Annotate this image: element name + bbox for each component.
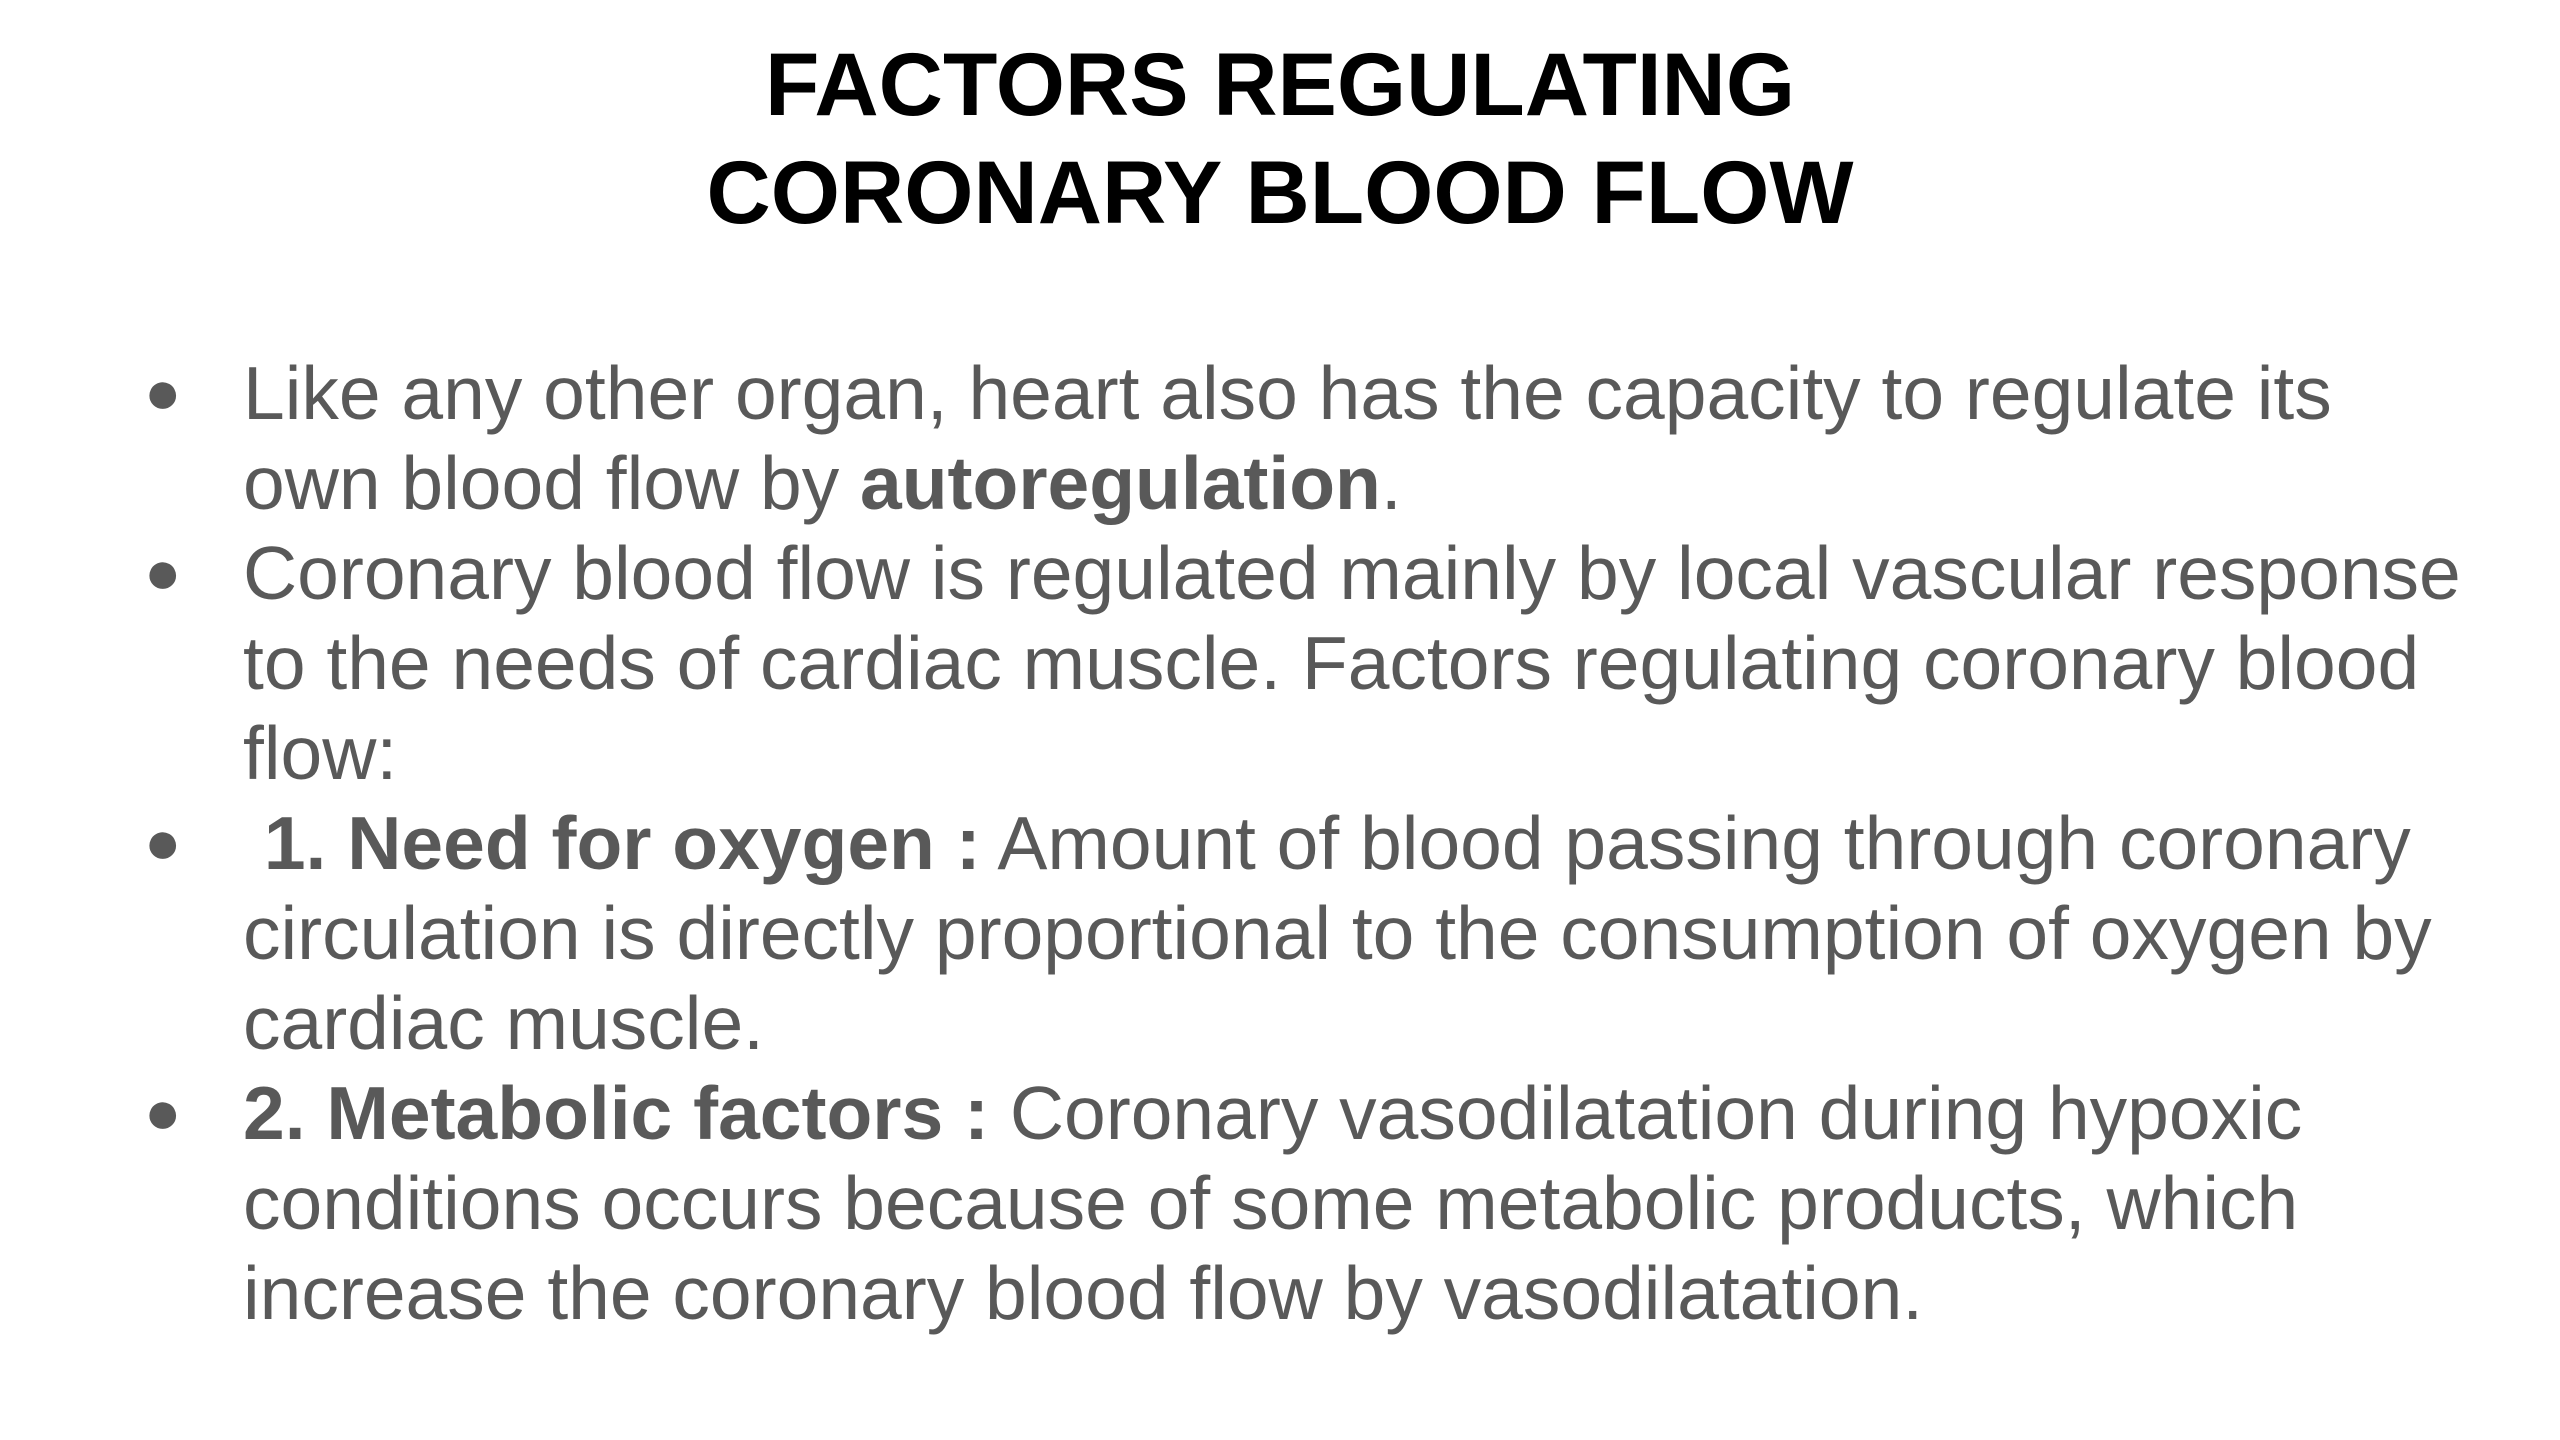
- slide-title: [0, 30, 2560, 246]
- bullet-text: Coronary blood flow is regulated mainly by local vascular response to the needs of cardiac muscle. Factors regulating coronary blood flow:: [243, 531, 2461, 795]
- bullet-text: Amount of blood passing through coronary circulation is directly proportional to the consumption of oxygen by cardiac muscle.: [243, 801, 2432, 1065]
- bullet-dot-icon: ●: [144, 1078, 182, 1147]
- bullet-text: Like any other organ, heart also has the capacity to regulate its own blood flow by: [243, 351, 2332, 525]
- bullet-dot-icon: ●: [144, 808, 182, 877]
- bullet-item-need-for-oxygen: [140, 798, 2470, 1068]
- bullet-text: Coronary vasodilatation during hypoxic conditions occurs because of some metabolic products, which increase the coronary blood flow by vasodilatation.: [243, 1071, 2303, 1335]
- bullet-bold-term: autoregulation: [860, 441, 1381, 525]
- bullet-dot-icon: ●: [144, 538, 182, 607]
- bullet-bold-term: 1. Need for oxygen :: [263, 801, 981, 885]
- bullet-item-local-response: [140, 528, 2470, 798]
- slide-title-line-2: CORONARY BLOOD FLOW: [706, 142, 1854, 242]
- bullet-dot-icon: ●: [144, 358, 182, 427]
- bullet-item-autoregulation: [140, 348, 2470, 528]
- bullet-text-end: .: [1380, 441, 1402, 525]
- bullet-list: [140, 348, 2470, 1338]
- bullet-item-metabolic-factors: [140, 1068, 2470, 1338]
- bullet-bold-term: 2. Metabolic factors :: [243, 1071, 990, 1155]
- slide-title-line-1: FACTORS REGULATING: [764, 34, 1796, 134]
